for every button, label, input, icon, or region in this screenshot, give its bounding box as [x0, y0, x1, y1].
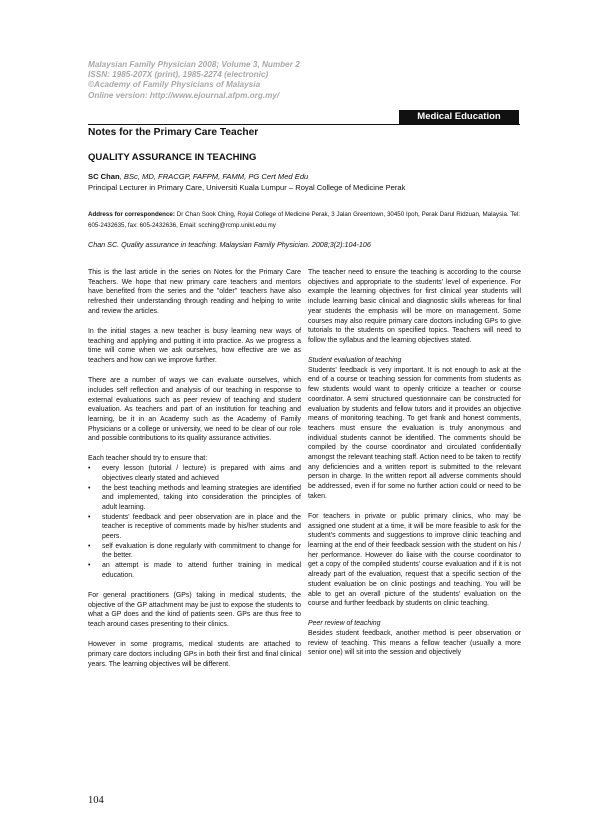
- journal-header-line: Online version: http://www.ejournal.afpm.org.my/: [88, 90, 280, 100]
- section-badge: Medical Education: [399, 110, 519, 124]
- correspondence: [88, 210, 520, 232]
- bullet-icon: •: [88, 484, 91, 492]
- left-column: [88, 268, 301, 680]
- bullet-icon: •: [88, 542, 91, 550]
- bullet-list: [88, 464, 301, 580]
- list-item-text: students' feedback and peer observation are in place and the teacher is receptive of comments made by his/her students and peers.: [102, 513, 301, 541]
- author-block: [88, 172, 528, 193]
- right-column: [308, 268, 521, 669]
- list-item: [88, 542, 301, 561]
- subsection-heading: Peer review of teaching: [308, 620, 381, 628]
- author-position: Principal Lecturer in Primary Care, Universiti Kuala Lumpur – Royal College of Medicine Perak: [88, 182, 406, 192]
- paragraph: Besides student feedback, another method is peer observation or review of teaching. This means a fellow teacher (usually a more senior one) will sit into the session and objectively: [308, 630, 521, 657]
- list-item-text: an attempt is made to attend further training in medical education.: [102, 562, 301, 579]
- correspondence-text: Dr Chan Sook Ching, Royal College of Medicine Perak, 3 Jalan Greentown, 30450 Ipoh, Perak Darul Ridzuan, Malaysia. Tel: 605-2432635, fax: 605-2432636, Email: scching@rcmp.unikl.edu.my: [88, 211, 520, 229]
- bullet-icon: •: [88, 562, 91, 570]
- journal-header-line: Malaysian Family Physician 2008; Volume 3, Number 2: [88, 60, 300, 69]
- article-title: QUALITY ASSURANCE IN TEACHING: [88, 152, 257, 163]
- list-item-text: every lesson (tutorial / lecture) is prepared with aims and objectives clearly stated and achieved: [102, 465, 301, 482]
- list-item: [88, 513, 301, 542]
- citation: Chan SC. Quality assurance in teaching. Malaysian Family Physician. 2008;3(2):104-106: [88, 240, 371, 249]
- author-line: [88, 172, 528, 183]
- paragraph: For teachers in private or public primary clinics, who may be assigned one student at a time, it will be more feasible to ask for the student's comments and suggestions to improve clinic teaching and learning at the end of their feedback session with the student on his / her performance. However do liaise with the course coordinator to get a copy of the compiled students' course evaluation and if it is not already part of the evaluation, request that a specific section of the student evaluation be on clinic postings and teaching. You will be able to get an overall picture of the students' evaluation on the course and further feedback by students on clinic teaching.: [308, 512, 521, 608]
- bullet-icon: •: [88, 465, 91, 473]
- series-title: Notes for the Primary Care Teacher: [88, 127, 259, 138]
- correspondence-label: Address for correspondence:: [88, 211, 175, 218]
- author-degrees: , BSc, MD, FRACGP, FAFPM, FAMM, PG Cert Med Edu: [119, 172, 309, 181]
- list-item: [88, 484, 301, 513]
- paragraph: There are a number of ways we can evaluate ourselves, which includes self reflection and analysis of our teaching in response to external evaluations such as peer review of teaching and student evaluation. As teachers and part of an institution for teaching and learning, be it in an Academy such as the Academy of Family Physicians or a college or university, we need to be clear of our role and possible contributions to its quality assurance activities.: [88, 377, 301, 443]
- list-item: [88, 464, 301, 483]
- journal-header-line: ©Academy of Family Physicians of Malaysia: [88, 80, 261, 90]
- section-divider: [88, 124, 520, 125]
- bullet-icon: •: [88, 513, 91, 521]
- paragraph: The teacher need to ensure the teaching is according to the course objectives and appropriate to the students' level of experience. For example the learning objectives for first clinical year students will include learning basic clinical and diagnostic skills whereas for final year students the emphasis will be more on management. Some courses may also require primary care doctors including GPs to give tutorials to the students on specified topics. Teachers will need to follow the syllabus and the learning objectives stated.: [308, 269, 521, 344]
- paragraph: However in some programs, medical students are attached to primary care doctors including GPs in both their first and final clinical years. The learning objectives will be different.: [88, 641, 301, 668]
- list-item-text: self evaluation is done regularly with commitment to change for the better.: [102, 542, 301, 560]
- list-item: [88, 561, 301, 580]
- journal-header-line: ISSN: 1985-207X (print), 1985-2274 (electronic): [88, 70, 269, 80]
- page-number: 104: [88, 795, 104, 806]
- paragraph: This is the last article in the series on Notes for the Primary Care Teachers. We hope that new primary care teachers and mentors have benefited from the series and the "older" teachers have also refreshed their understanding through reading and helping to write and review the articles.: [88, 269, 301, 315]
- journal-header: [88, 60, 418, 101]
- paragraph: For general practitioners (GPs) taking in medical students, the objective of the GP attachment may be just to expose the students to what a GP does and the kind of patients seen. GPs are thus free to teach around cases presenting to their clinics.: [88, 591, 301, 629]
- list-intro: Each teacher should try to ensure that:: [88, 455, 208, 463]
- paragraph: Students' feedback is very important. It is not enough to ask at the end of a course or teaching session for comments from students as few students would want to openly criticize a teacher or course coordinator. A semi structured questionnaire can be constructed for evaluation by students and fellow tutors and it provides an objective means of monitoring teaching. To get frank and honest comments, teachers must ensure the evaluation is truly anonymous and individual students cannot be identified. The comments should be compiled by the course coordinator and circulated confidentially amongst the relevant teaching staff. Action need to be taken to rectify any deficiencies and a written report is submitted to the relevant person in charge. In the written report all adverse comments should be addressed, even if for some no further action could or need to be taken.: [308, 366, 521, 500]
- subsection-heading: Student evaluation of teaching: [308, 357, 402, 365]
- paragraph: In the initial stages a new teacher is busy learning new ways of teaching and applying and putting it into practice. As we progress a time will come when we ask ourselves, how effective are we as teachers and how can we improve further.: [88, 327, 301, 365]
- author-name: SC Chan: [88, 172, 120, 181]
- list-item-text: the best teaching methods and learning strategies are identified and implemented, taking into consideration the principles of adult learning.: [102, 484, 301, 511]
